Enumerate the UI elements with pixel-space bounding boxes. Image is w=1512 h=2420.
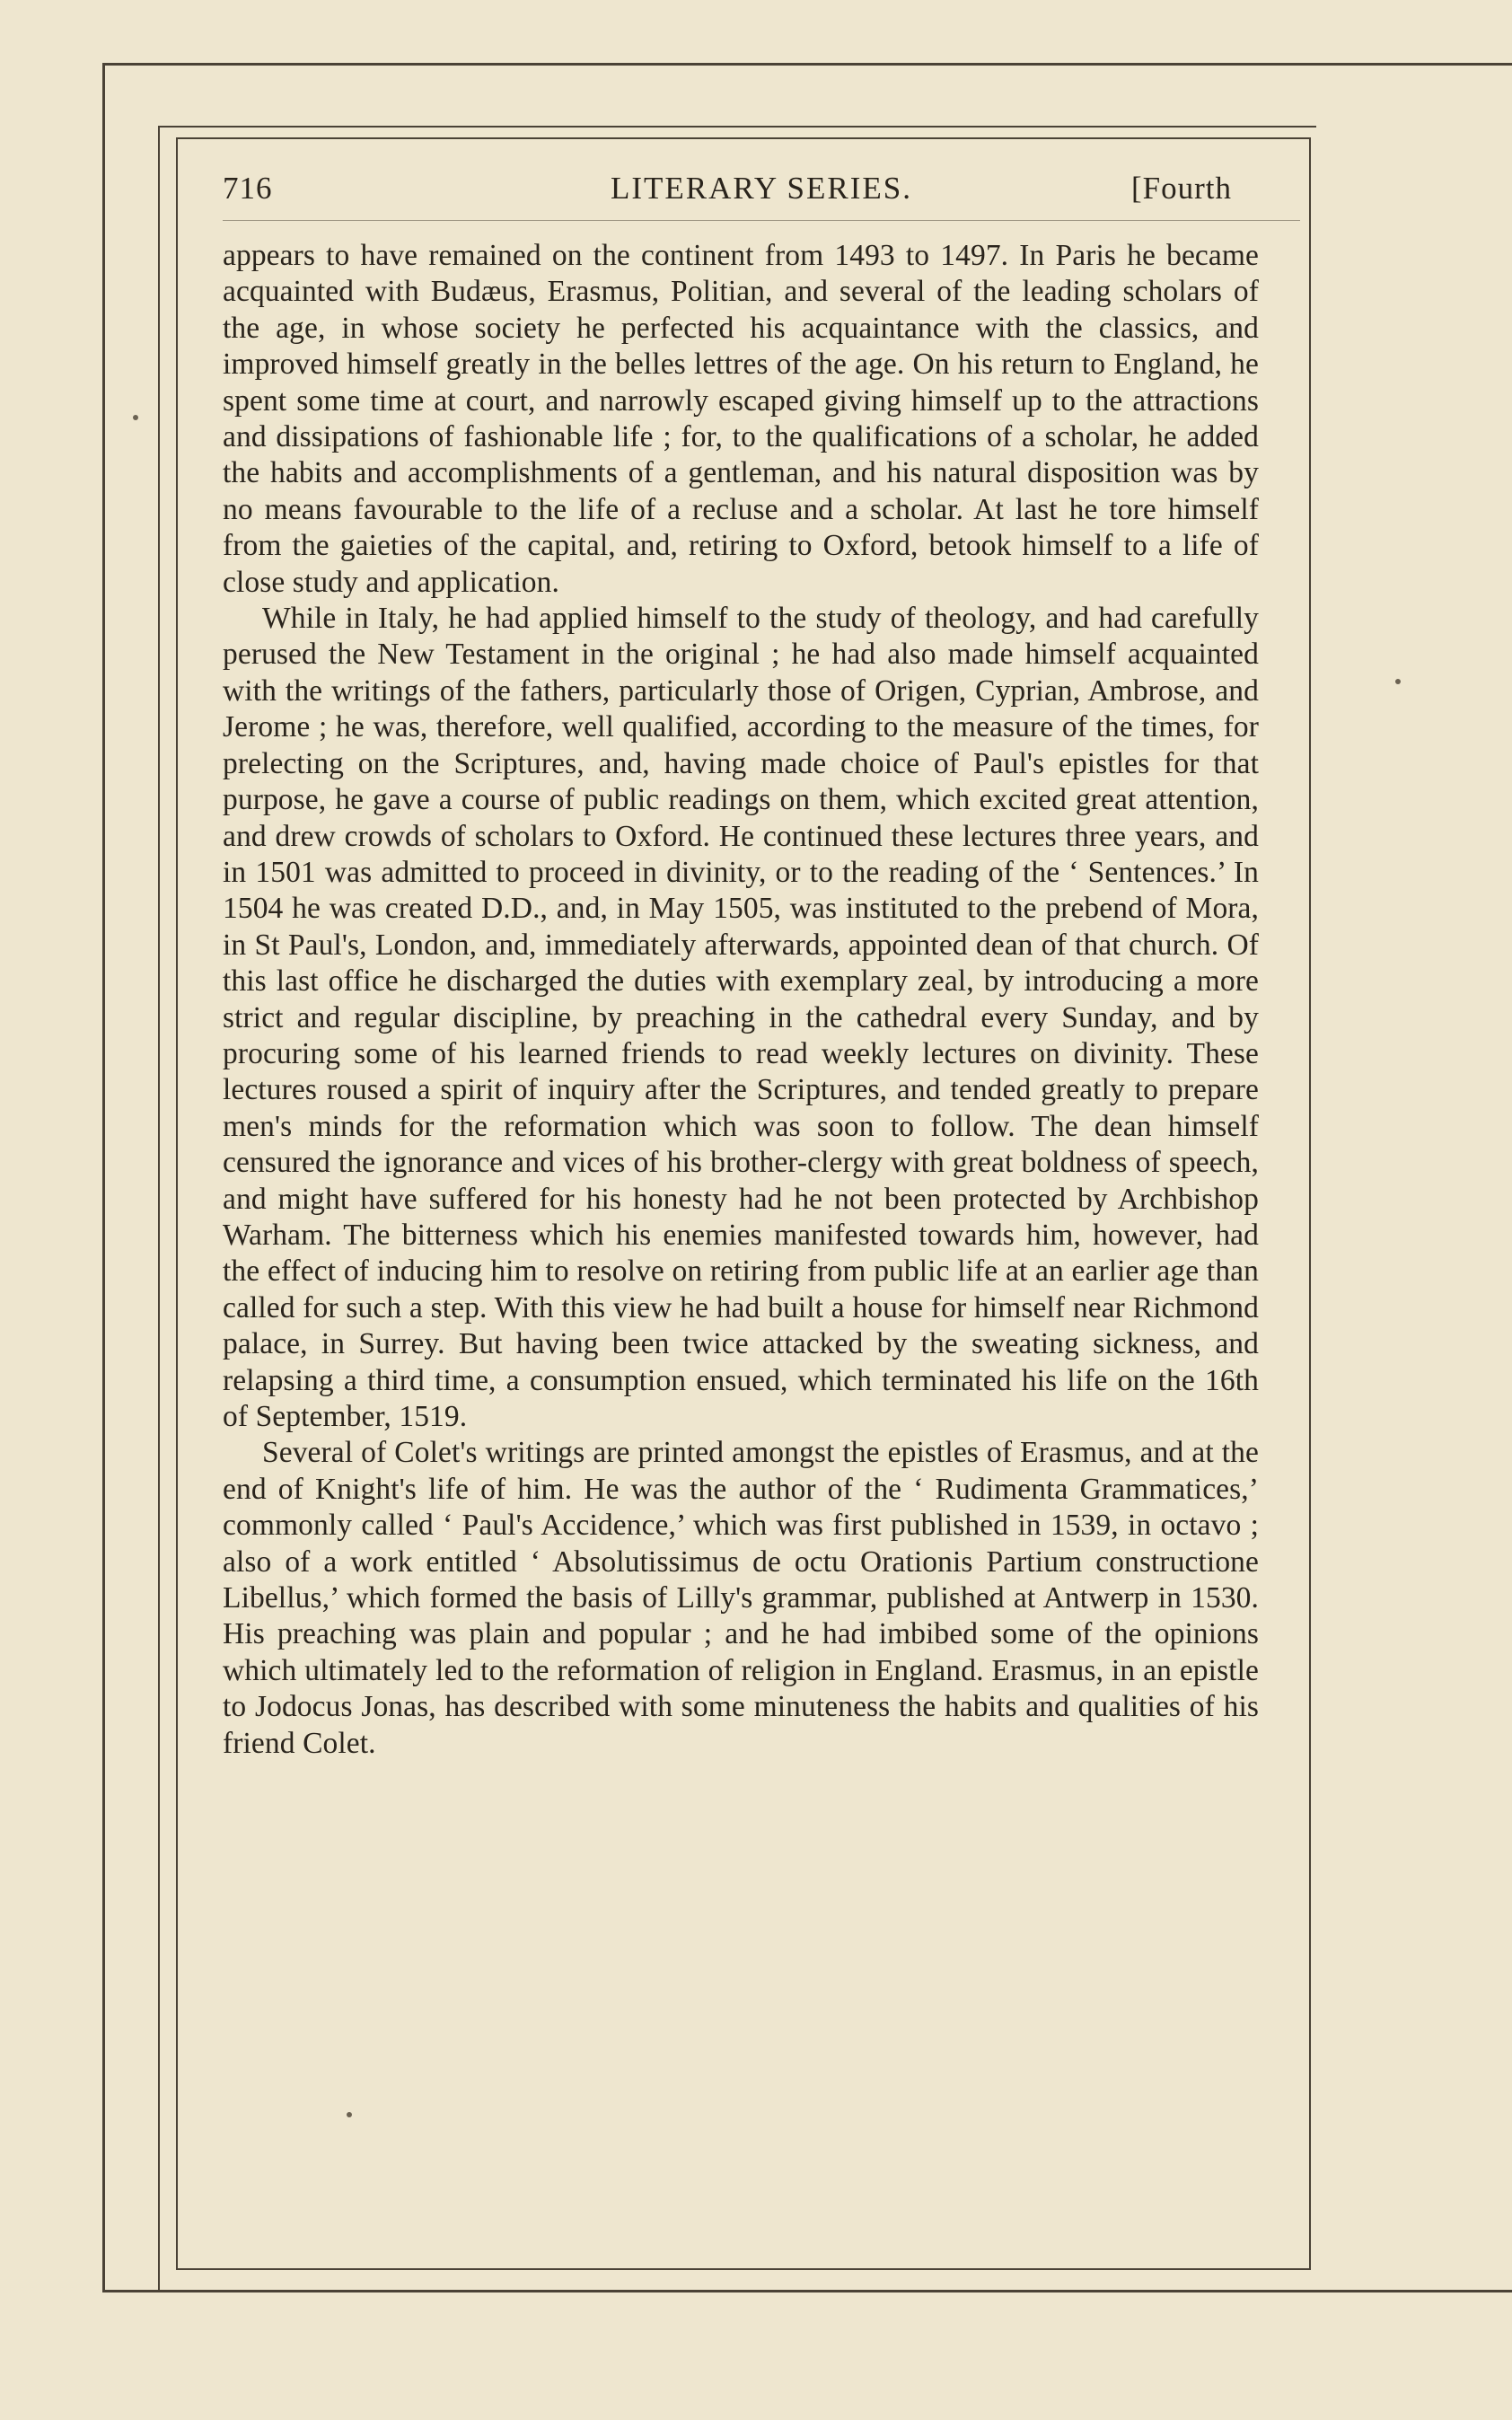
inner-frame-top-rule [158,126,1316,128]
running-header [223,171,1309,212]
inner-frame-top-rule-2 [176,137,1309,139]
outer-frame-left-rule [102,65,105,2292]
inner-frame-left-rule [158,126,160,2290]
paragraph-2: While in Italy, he had applied himself to the study of theology, and had carefully perused the New Testament in the original ; he had also made himself acquainted with the writings of the fathers, particularly those of Origen, Cyprian, Ambrose, and Jerome ; he was, therefore, well qualified, according to the measure of the times, for prelecting on the Scriptures, and, having made choice of Paul's epistles for that purpose, he gave a course of public readings on them, which excited great attention, and drew crowds of scholars to Oxford. He continued these lectures three years, and in 1501 was admitted to proceed in divinity, or to the reading of the ‘ Sentences.’ In 1504 he was created D.D., and, in May 1505, was instituted to the prebend of Mora, in St Paul's, London, and, immediately afterwards, appointed dean of that church. Of this last office he discharged the duties with exemplary zeal, by introducing a more strict and regular discipline, by preaching in the cathedral every Sunday, and by procuring some of his learned friends to read weekly lectures on divinity. These lectures roused a spirit of inquiry after the Scriptures, and tended greatly to prepare men's minds for the reformation which was soon to follow. The dean himself censured the ignorance and vices of his brother-clergy with great boldness of speech, and might have suffered for his honesty had he not been protected by Archbishop Warham. The bitterness which his enemies manifested towards him, however, had the effect of inducing him to resolve on retiring from public life at an earlier age than called for such a step. With this view he had built a house for himself near Richmond palace, in Surrey. But having been twice attacked by the sweating sickness, and relapsing a third time, a consumption ensued, which terminated his life on the 16th of September, 1519. [223,602,1259,1433]
inner-frame-left-rule-2 [176,137,178,2270]
section-title: [Fourth [1131,171,1232,206]
paragraph-3: Several of Colet's writings are printed amongst the epistles of Erasmus, and at the end of Knight's life of him. He was the author of the ‘ Rudimenta Grammatices,’ commonly called ‘ Paul's Accidence,’ which was first published in 1539, in octavo ; also of a work entitled ‘ Absolutissimus de octu Orationis Partium constructione Libellus,’ which formed the basis of Lilly's grammar, published at Antwerp in 1530. His preaching was plain and popular ; and he had imbibed some of the opinions which ultimately led to the reformation of religion in England. Erasmus, in an epistle to Jodocus Jonas, has described with some minuteness the habits and qualities of his friend Colet. [223,1436,1259,1760]
inner-frame-bottom-rule-2 [158,2290,1316,2292]
print-speck [133,415,138,420]
running-title: LITERARY SERIES. [611,171,912,206]
print-speck [1395,679,1401,684]
page-number: 716 [223,171,273,206]
body-text [223,238,1259,1762]
paragraph-1: appears to have remained on the continent from 1493 to 1497. In Paris he became acquainted with Budæus, Erasmus, Politian, and several of the leading scholars of the age, in whose society he perfected his acquaintance with the classics, and improved himself greatly in the belles lettres of the age. On his return to England, he spent some time at court, and narrowly escaped giving himself up to the attractions and dissipations of fashionable life ; for, to the qualifications of a scholar, he added the habits and accomplishments of a gentleman, and his natural disposition was by no means favourable to the life of a recluse and a scholar. At last he tore himself from the gaieties of the capital, and, retiring to Oxford, betook himself to a life of close study and application. [223,239,1259,599]
header-rule [223,220,1300,221]
inner-frame-right-rule [1309,137,1311,2270]
outer-frame-top-rule [102,63,1512,66]
print-speck [347,2112,352,2117]
inner-frame-bottom-rule [176,2268,1311,2270]
